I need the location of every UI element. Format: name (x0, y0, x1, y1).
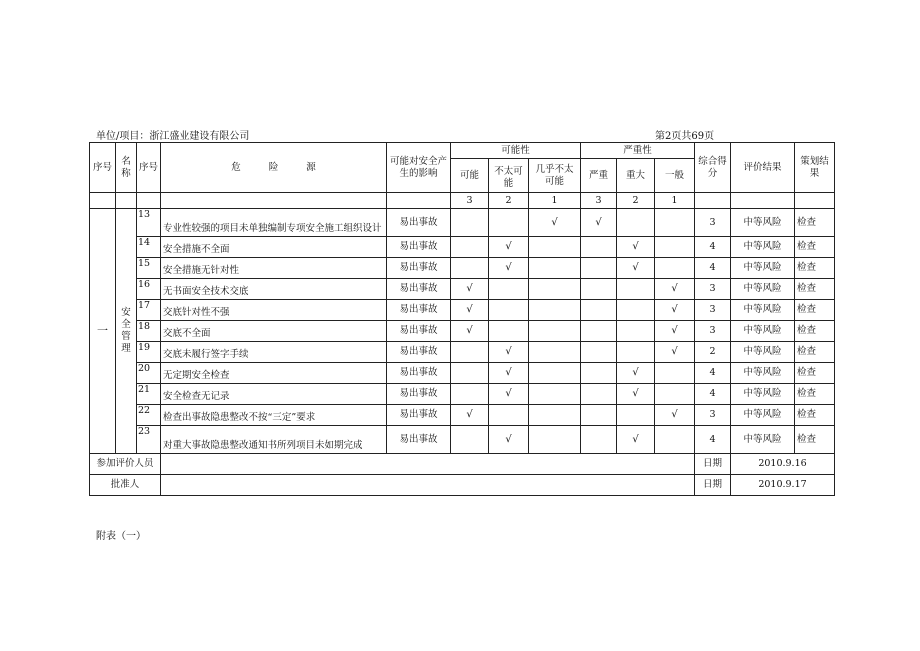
row-number: 19 (137, 342, 161, 363)
impact: 易出事故 (387, 384, 451, 405)
possibility-high-cell: √ (451, 300, 489, 321)
severity-high-cell (581, 405, 617, 426)
weight-blank (161, 193, 387, 209)
hazard-source: 检查出事故隐患整改不按“三定”要求 (161, 405, 387, 426)
weight-blank (137, 193, 161, 209)
plan-result: 检查 (795, 258, 835, 279)
impact: 易出事故 (387, 405, 451, 426)
hazard-source: 对重大事故隐患整改通知书所列项目未如期完成 (161, 426, 387, 454)
severity-mid-cell (617, 279, 655, 300)
possibility-low-cell: √ (529, 209, 581, 237)
score: 4 (695, 426, 731, 454)
possibility-mid-cell: √ (489, 426, 529, 454)
header-seq: 序号 (90, 143, 116, 193)
score: 4 (695, 258, 731, 279)
severity-high-cell: √ (581, 209, 617, 237)
severity-mid-cell: √ (617, 258, 655, 279)
header-name: 名称 (116, 143, 137, 193)
plan-result: 检查 (795, 363, 835, 384)
header-poss-high: 可能 (451, 159, 489, 193)
severity-high-cell (581, 426, 617, 454)
header-poss-mid: 不太可能 (489, 159, 529, 193)
header-possibility: 可能性 (451, 143, 581, 159)
impact: 易出事故 (387, 321, 451, 342)
plan-result: 检查 (795, 237, 835, 258)
score: 4 (695, 363, 731, 384)
possibility-low-cell (529, 342, 581, 363)
severity-mid-cell: √ (617, 363, 655, 384)
date-label-2: 日期 (695, 475, 731, 496)
possibility-high-cell: √ (451, 405, 489, 426)
impact: 易出事故 (387, 342, 451, 363)
plan-result: 检查 (795, 426, 835, 454)
table-row (90, 384, 835, 405)
table-row (90, 258, 835, 279)
date-label-1: 日期 (695, 454, 731, 475)
row-number: 21 (137, 384, 161, 405)
weight-blank (795, 193, 835, 209)
possibility-low-cell (529, 258, 581, 279)
impact: 易出事故 (387, 300, 451, 321)
severity-low-cell (655, 363, 695, 384)
header-severity: 严重性 (581, 143, 695, 159)
weight-poss-low: 1 (529, 193, 581, 209)
row-number: 16 (137, 279, 161, 300)
approver-value (161, 475, 695, 496)
severity-mid-cell (617, 405, 655, 426)
table-row (90, 342, 835, 363)
severity-low-cell: √ (655, 279, 695, 300)
plan-result: 检查 (795, 342, 835, 363)
score: 2 (695, 342, 731, 363)
severity-low-cell (655, 258, 695, 279)
header-hazard: 危险源 (161, 143, 387, 193)
weight-poss-high: 3 (451, 193, 489, 209)
evaluation-result: 中等风险 (731, 279, 795, 300)
header-row-1 (90, 143, 835, 159)
header-seq2: 序号 (137, 143, 161, 193)
severity-high-cell (581, 363, 617, 384)
possibility-low-cell (529, 363, 581, 384)
severity-mid-cell: √ (617, 384, 655, 405)
possibility-high-cell (451, 258, 489, 279)
plan-result: 检查 (795, 300, 835, 321)
impact: 易出事故 (387, 237, 451, 258)
plan-result: 检查 (795, 405, 835, 426)
evaluation-result: 中等风险 (731, 384, 795, 405)
possibility-mid-cell: √ (489, 363, 529, 384)
header-result: 评价结果 (731, 143, 795, 193)
severity-low-cell (655, 237, 695, 258)
evaluation-result: 中等风险 (731, 237, 795, 258)
weight-blank (695, 193, 731, 209)
hazard-source: 安全措施不全面 (161, 237, 387, 258)
hazard-source: 安全措施无针对性 (161, 258, 387, 279)
severity-high-cell (581, 384, 617, 405)
possibility-low-cell (529, 237, 581, 258)
possibility-high-cell (451, 426, 489, 454)
row-number: 17 (137, 300, 161, 321)
possibility-high-cell (451, 363, 489, 384)
severity-low-cell (655, 209, 695, 237)
weight-sev-low: 1 (655, 193, 695, 209)
hazard-source: 交底未履行签字手续 (161, 342, 387, 363)
impact: 易出事故 (387, 426, 451, 454)
impact: 易出事故 (387, 279, 451, 300)
evaluation-result: 中等风险 (731, 342, 795, 363)
severity-low-cell: √ (655, 300, 695, 321)
possibility-mid-cell (489, 209, 529, 237)
possibility-low-cell (529, 279, 581, 300)
table-row (90, 321, 835, 342)
weight-sev-high: 3 (581, 193, 617, 209)
possibility-mid-cell (489, 405, 529, 426)
header-score: 综合得分 (695, 143, 731, 193)
row-number: 13 (137, 209, 161, 237)
hazard-source: 安全检查无记录 (161, 384, 387, 405)
header-sev-mid: 重大 (617, 159, 655, 193)
weight-blank (731, 193, 795, 209)
hazard-source: 交底不全面 (161, 321, 387, 342)
participants-row (90, 454, 835, 475)
unit-label: 单位/项目：浙江盛业建设有限公司 (96, 131, 250, 142)
evaluation-result: 中等风险 (731, 209, 795, 237)
impact: 易出事故 (387, 363, 451, 384)
group-seq: 一 (90, 209, 116, 454)
table-row (90, 279, 835, 300)
possibility-high-cell: √ (451, 279, 489, 300)
possibility-mid-cell (489, 300, 529, 321)
risk-assessment-table (89, 142, 835, 496)
impact: 易出事故 (387, 209, 451, 237)
score: 3 (695, 321, 731, 342)
table-row (90, 405, 835, 426)
severity-low-cell: √ (655, 405, 695, 426)
row-number: 22 (137, 405, 161, 426)
plan-result: 检查 (795, 279, 835, 300)
possibility-high-cell (451, 384, 489, 405)
score: 3 (695, 279, 731, 300)
weight-blank (90, 193, 116, 209)
table-row (90, 426, 835, 454)
severity-mid-cell: √ (617, 237, 655, 258)
possibility-mid-cell: √ (489, 258, 529, 279)
severity-low-cell: √ (655, 321, 695, 342)
possibility-mid-cell (489, 279, 529, 300)
possibility-high-cell (451, 237, 489, 258)
possibility-mid-cell (489, 321, 529, 342)
severity-mid-cell (617, 209, 655, 237)
possibility-low-cell (529, 405, 581, 426)
header-sev-high: 严重 (581, 159, 617, 193)
header-sev-low: 一般 (655, 159, 695, 193)
severity-low-cell: √ (655, 342, 695, 363)
plan-result: 检查 (795, 209, 835, 237)
score: 3 (695, 300, 731, 321)
approver-label: 批准人 (90, 475, 161, 496)
date-value-2: 2010.9.17 (731, 475, 835, 496)
table-row (90, 209, 835, 237)
severity-mid-cell (617, 342, 655, 363)
severity-high-cell (581, 300, 617, 321)
evaluation-result: 中等风险 (731, 258, 795, 279)
hazard-source: 交底针对性不强 (161, 300, 387, 321)
severity-low-cell (655, 384, 695, 405)
participants-label: 参加评价人员 (90, 454, 161, 475)
evaluation-result: 中等风险 (731, 300, 795, 321)
page-info: 第2页共69页 (655, 131, 715, 142)
plan-result: 检查 (795, 321, 835, 342)
possibility-low-cell (529, 300, 581, 321)
row-number: 14 (137, 237, 161, 258)
header-poss-low: 几乎不太可能 (529, 159, 581, 193)
hazard-source: 无定期安全检查 (161, 363, 387, 384)
appendix-label: 附表（一） (96, 531, 146, 542)
severity-high-cell (581, 342, 617, 363)
header-plan: 策划结果 (795, 143, 835, 193)
group-name: 安全管理 (116, 209, 137, 454)
header-row-weights (90, 193, 835, 209)
severity-mid-cell: √ (617, 426, 655, 454)
possibility-low-cell (529, 384, 581, 405)
severity-high-cell (581, 321, 617, 342)
score: 3 (695, 209, 731, 237)
row-number: 20 (137, 363, 161, 384)
severity-mid-cell (617, 321, 655, 342)
weight-blank (387, 193, 451, 209)
possibility-low-cell (529, 321, 581, 342)
severity-high-cell (581, 279, 617, 300)
row-number: 18 (137, 321, 161, 342)
plan-result: 检查 (795, 384, 835, 405)
possibility-mid-cell: √ (489, 384, 529, 405)
participants-value (161, 454, 695, 475)
row-number: 23 (137, 426, 161, 454)
score: 4 (695, 237, 731, 258)
impact: 易出事故 (387, 258, 451, 279)
table-row (90, 300, 835, 321)
weight-sev-mid: 2 (617, 193, 655, 209)
possibility-mid-cell: √ (489, 237, 529, 258)
table-row (90, 363, 835, 384)
possibility-mid-cell: √ (489, 342, 529, 363)
score: 3 (695, 405, 731, 426)
possibility-high-cell: √ (451, 321, 489, 342)
hazard-source: 无书面安全技术交底 (161, 279, 387, 300)
possibility-high-cell (451, 342, 489, 363)
evaluation-result: 中等风险 (731, 405, 795, 426)
table-row (90, 237, 835, 258)
row-number: 15 (137, 258, 161, 279)
header-impact: 可能对安全产生的影响 (387, 143, 451, 193)
approver-row (90, 475, 835, 496)
severity-low-cell (655, 426, 695, 454)
severity-high-cell (581, 258, 617, 279)
possibility-high-cell (451, 209, 489, 237)
evaluation-result: 中等风险 (731, 426, 795, 454)
weight-poss-mid: 2 (489, 193, 529, 209)
score: 4 (695, 384, 731, 405)
possibility-low-cell (529, 426, 581, 454)
weight-blank (116, 193, 137, 209)
evaluation-result: 中等风险 (731, 363, 795, 384)
severity-high-cell (581, 237, 617, 258)
date-value-1: 2010.9.16 (731, 454, 835, 475)
severity-mid-cell (617, 300, 655, 321)
evaluation-result: 中等风险 (731, 321, 795, 342)
hazard-source: 专业性较强的项目未单独编制专项安全施工组织设计 (161, 209, 387, 237)
